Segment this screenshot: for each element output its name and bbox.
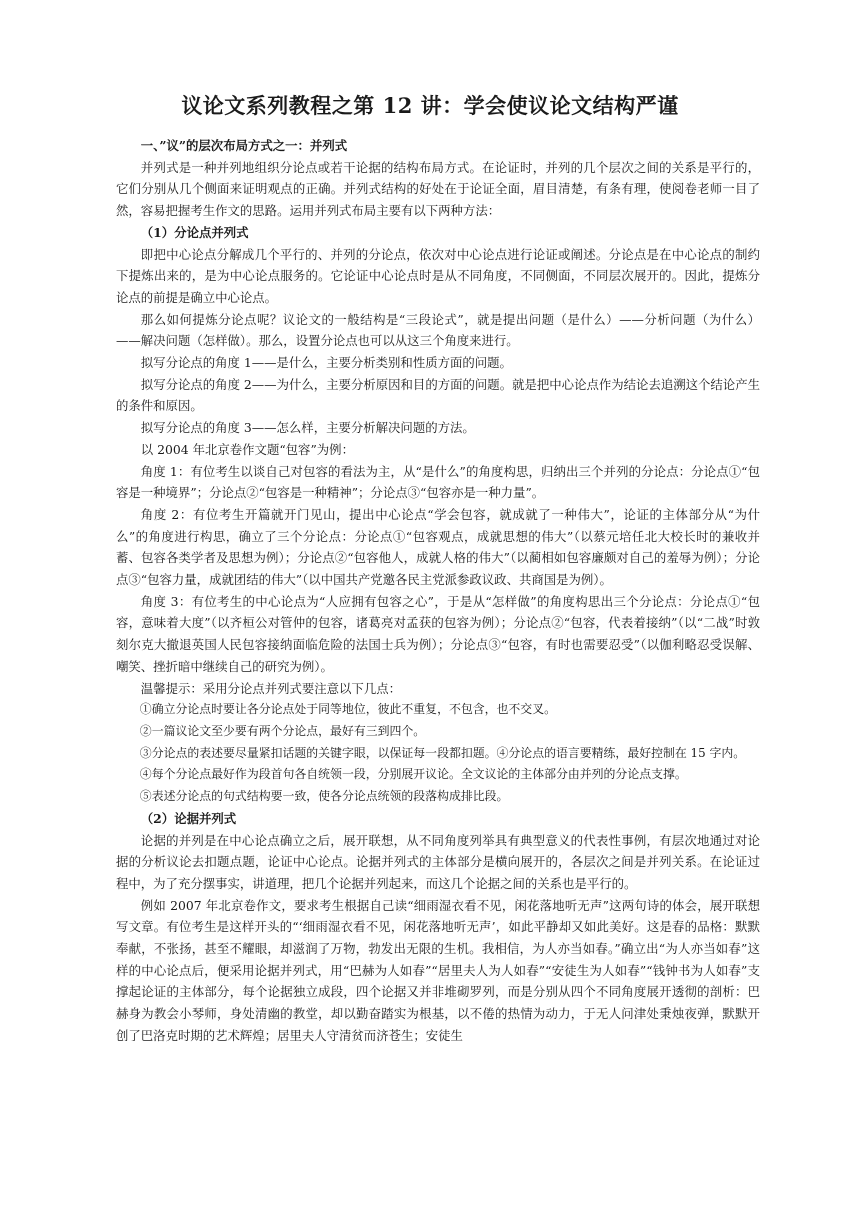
document-body	[116, 135, 760, 1047]
paragraph: 角度 2：有位考生开篇就开门见山，提出中心论点“学会包容，就成就了一种伟大”，论证的主体部分从“为什么”的角度进行构思，确立了三个分论点：分论点①“包容观点，成就思想的伟大”（以蔡元培任北大校长时的兼收并蓄、包容各类学者及思想为例）；分论点②“包容他人，成就人格的伟大”（以蔺相如包容廉颇对自己的羞辱为例）；分论点③“包容力量，成就团结的伟大”（以中国共产党邀各民主党派参政议政、共商国是为例）。	[116, 506, 760, 588]
tip-item: ②一篇议论文至少要有两个分论点，最好有三到四个。	[139, 723, 426, 738]
paragraph: 那么如何提炼分论点呢？议论文的一般结构是“三段论式”，就是提出问题（是什么）——分析问题（为什么）——解决问题（怎样做）。那么，设置分论点也可以从这三个角度来进行。	[116, 311, 760, 349]
paragraph: 角度 1：有位考生以谈自己对包容的看法为主，从“是什么”的角度构思，归纳出三个并列的分论点：分论点①“包容是一种境界”；分论点②“包容是一种精神”；分论点③“包容亦是一种力量”。	[116, 463, 760, 501]
paragraph: 拟写分论点的角度 1——是什么，主要分析类别和性质方面的问题。	[140, 355, 512, 371]
paragraph: 即把中心论点分解成几个平行的、并列的分论点，依次对中心论点进行论证或阐述。分论点是在中心论点的制约下提炼出来的，是为中心论点服务的。它论证中心论点时是从不同角度，不同侧面，不同层次展开的。因此，提炼分论点的前提是确立中心论点。	[116, 246, 760, 305]
paragraph: 以 2004 年北京卷作文题“包容”为例：	[140, 441, 354, 457]
tip-item: ①确立分论点时要让各分论点处于同等地位，彼此不重复，不包含，也不交叉。	[139, 702, 556, 717]
tip-item: ③分论点的表述要尽量紧扣话题的关键字眼，以保证每一段都扣题。④分论点的语言要精练，最好控制在 15 字内。	[139, 745, 746, 760]
paragraph: 例如 2007 年北京卷作文，要求考生根据自己读“细雨湿衣看不见，闲花落地听无声”这两句诗的体会，展开联想写文章。有位考生是这样开头的“‘细雨湿衣看不见，闲花落地听无声’，如此平静却又如此美好。这是春的品格：默默奉献，不张扬，甚至不耀眼，却滋润了万物，勃发出无限的生机。我相信，为人亦当如春。”确立出“为人亦当如春”这样的中心论点后，便采用论据并列式，用“巴赫为人如春”“居里夫人为人如春”“安徒生为人如春”“钱钟书为人如春”支撑起论证的主体部分，每个论据独立成段，四个论据又并非堆砌罗列，而是分别从四个不同角度展开透彻的剖析：巴赫身为教会小琴师，身处清幽的教堂，却以勤奋踏实为根基，以不倦的热情为动力，于无人问津处秉烛夜弹，默默开创了巴洛克时期的艺术辉煌；居里夫人守清贫而济苍生；安徒生	[116, 897, 760, 1043]
section-heading: 一、”议”的层次布局方式之一：并列式	[140, 138, 348, 153]
tip-item: ④每个分论点最好作为段首句各自统领一段，分别展开议论。全文议论的主体部分由并列的分论点支撑。	[139, 767, 687, 782]
paragraph: 并列式是一种并列地组织分论点或若干论据的结构布局方式。在论证时，并列的几个层次之间的关系是平行的，它们分别从几个侧面来证明观点的正确。并列式结构的好处在于论证全面，眉目清楚，有条有理，使阅卷老师一目了然，容易把握考生作文的思路。运用并列式布局主要有以下两种方法：	[116, 159, 760, 219]
paragraph: 拟写分论点的角度 2——为什么，主要分析原因和目的方面的问题。就是把中心论点作为结论去追溯这个结论产生的条件和原因。	[116, 376, 760, 414]
subsection-heading: （1）分论点并列式	[140, 224, 249, 240]
subsection-heading: （2）论据并列式	[140, 810, 237, 826]
paragraph: 温馨提示：采用分论点并列式要注意以下几点：	[140, 680, 401, 696]
tip-item: ⑤表述分论点的句式结构要一致，使各分论点统领的段落构成排比段。	[139, 789, 509, 804]
paragraph: 论据的并列是在中心论点确立之后，展开联想，从不同角度列举具有典型意义的代表性事例，有层次地通过对论据的分析议论去扣题点题，论证中心论点。论据并列式的主体部分是横向展开的，各层次之间是并列关系。在论证过程中，为了充分摆事实，讲道理，把几个论据并列起来，而这几个论据之间的关系也是平行的。	[116, 832, 760, 891]
paragraph: 拟写分论点的角度 3——怎么样，主要分析解决问题的方法。	[140, 420, 475, 436]
page-title: 议论文系列教程之第 12 讲：学会使议论文结构严谨	[181, 93, 679, 118]
paragraph: 角度 3：有位考生的中心论点为“人应拥有包容之心”，于是从“怎样做”的角度构思出三个分论点：分论点①“包容，意味着大度”（以齐桓公对管仲的包容，诸葛亮对孟获的包容为例）；分论点②“包容，代表着接纳”（以“二战”时敦刻尔克大撤退英国人民包容接纳面临危险的法国士兵为例）；分论点③“包容，有时也需要忍受”（以伽利略忍受误解、嘲笑、挫折暗中继续自己的研究为例）。	[116, 593, 760, 674]
